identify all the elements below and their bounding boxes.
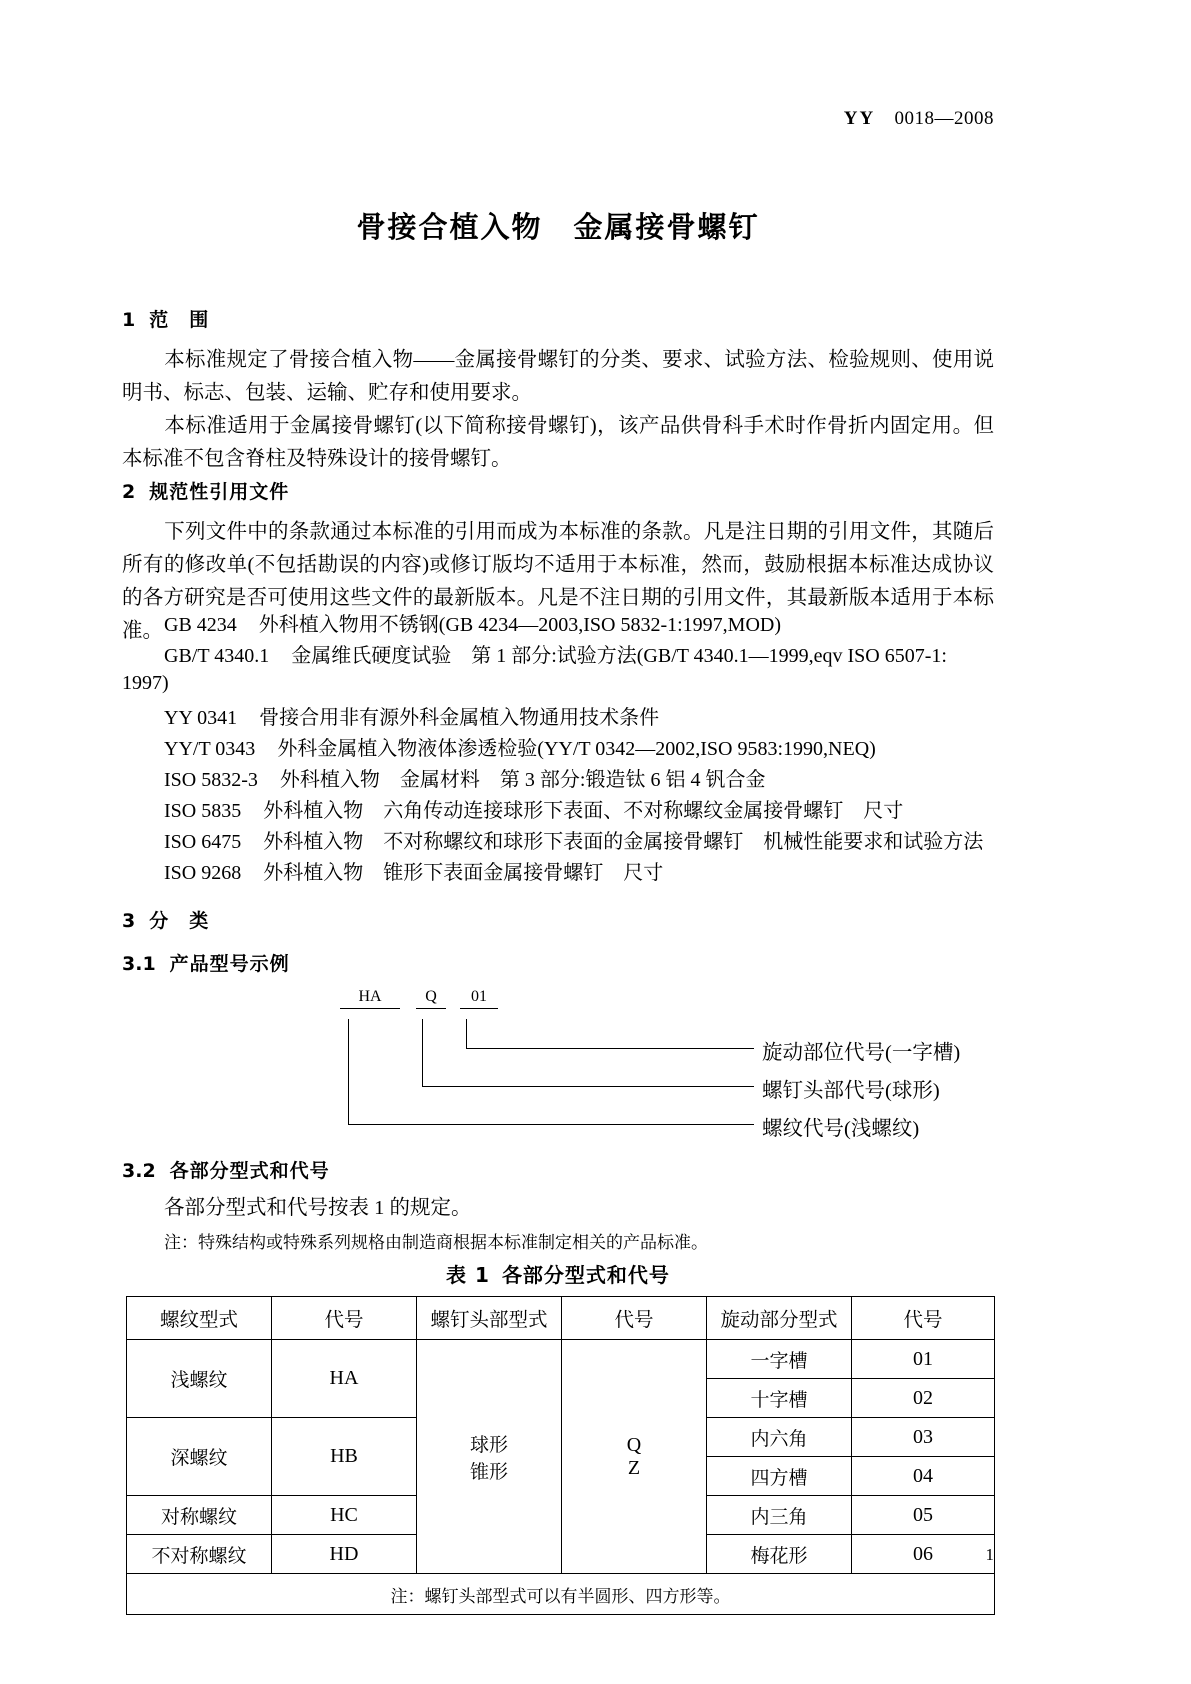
standard-number: 0018—2008 <box>894 108 994 129</box>
drive-code-cell: 04 <box>852 1457 995 1496</box>
table-row <box>127 1340 995 1379</box>
reference-item <box>122 734 994 765</box>
drive-type-cell: 十字槽 <box>707 1379 852 1418</box>
references-intro-text: 下列文件中的条款通过本标准的引用而成为本标准的条款。凡是注日期的引用文件，其随后所有的修改单(不包括勘误的内容)或修订版均不适用于本标准，然而，鼓励根据本标准达成协议的各方研究是否可使用这些文件的最新版本。凡是不注日期的引用文件，其最新版本适用于本标准。 <box>122 521 994 642</box>
section-heading-3-2 <box>122 1156 330 1183</box>
spec-table <box>126 1296 995 1615</box>
scope-paragraph-1 <box>122 344 994 410</box>
drive-type-cell: 梅花形 <box>707 1535 852 1574</box>
table-header-cell: 代号 <box>562 1297 707 1340</box>
scope-paragraph-2-text: 本标准适用于金属接骨螺钉(以下简称接骨螺钉)，该产品供骨科手术时作骨折内固定用。但本标准不包含脊柱及特殊设计的接骨螺钉。 <box>122 415 994 470</box>
reference-text: 外科植入物 锥形下表面金属接骨螺钉 尺寸 <box>263 862 664 884</box>
table-header-cell: 旋动部分型式 <box>707 1297 852 1340</box>
leader-vline-drive <box>466 1019 467 1049</box>
reference-code: GB/T 4340.1 <box>164 645 270 667</box>
table-footnote-row <box>127 1574 995 1615</box>
thread-code-cell: HC <box>272 1496 417 1535</box>
table-header-row <box>127 1297 995 1340</box>
leader-hline-thread <box>348 1124 754 1125</box>
reference-code: YY/T 0343 <box>164 738 256 760</box>
section-2-number: 2 <box>122 481 136 503</box>
table-caption <box>122 1259 994 1288</box>
section-heading-3-1 <box>122 949 290 976</box>
head-code-line-2: Z <box>627 1456 641 1479</box>
reference-item <box>122 610 994 641</box>
section-3-1-number: 3.1 <box>122 953 156 975</box>
reference-item <box>122 827 994 858</box>
head-code-cell <box>562 1340 707 1574</box>
scope-paragraph-2 <box>122 410 994 476</box>
reference-text: 骨接合用非有源外科金属植入物通用技术条件 <box>259 707 660 729</box>
thread-type-cell: 对称螺纹 <box>127 1496 272 1535</box>
table-footnote: 注：螺钉头部型式可以有半圆形、四方形等。 <box>127 1574 995 1615</box>
section-1-label: 范 围 <box>149 309 210 331</box>
model-code-label-thread: 螺纹代号(浅螺纹) <box>762 1118 920 1140</box>
drive-code-cell: 03 <box>852 1418 995 1457</box>
drive-code-cell: 02 <box>852 1379 995 1418</box>
section-3-2-note: 注：特殊结构或特殊系列规格由制造商根据本标准制定相关的产品标准。 <box>164 1233 708 1252</box>
head-type-cell <box>417 1340 562 1574</box>
reference-continuation: 1997) <box>122 672 169 694</box>
section-2-label: 规范性引用文件 <box>149 481 290 503</box>
reference-text: 外科植入物用不锈钢(GB 4234—2003,ISO 5832-1:1997,MOD) <box>258 614 782 636</box>
leader-hline-head <box>422 1086 754 1087</box>
drive-code-cell: 06 <box>852 1535 995 1574</box>
head-type-line-2: 锥形 <box>469 1461 508 1483</box>
section-1-number: 1 <box>122 309 136 331</box>
running-header <box>844 108 994 130</box>
leader-vline-head <box>422 1019 423 1087</box>
head-type-line-1: 球形 <box>469 1434 508 1456</box>
section-heading-1 <box>122 305 209 332</box>
table-caption-title: 各部分型式和代号 <box>501 1263 670 1287</box>
section-3-label: 分 类 <box>149 910 210 932</box>
thread-type-cell: 深螺纹 <box>127 1418 272 1496</box>
standard-prefix: YY <box>843 108 876 129</box>
scope-paragraph-1-text: 本标准规定了骨接合植入物——金属接骨螺钉的分类、要求、试验方法、检验规则、使用说明书、标志、包装、运输、贮存和使用要求。 <box>122 349 994 404</box>
reference-code: ISO 5835 <box>164 800 242 822</box>
page-number: 1 <box>985 1545 994 1564</box>
head-code-line-1: Q <box>626 1433 642 1456</box>
thread-code-cell: HB <box>272 1418 417 1496</box>
thread-type-cell: 不对称螺纹 <box>127 1535 272 1574</box>
section-heading-3 <box>122 906 209 933</box>
leader-hline-drive <box>466 1048 754 1049</box>
leader-vline-thread <box>348 1019 349 1125</box>
drive-code-cell: 05 <box>852 1496 995 1535</box>
reference-code: YY 0341 <box>164 707 238 729</box>
drive-type-cell: 四方槽 <box>707 1457 852 1496</box>
thread-type-cell: 浅螺纹 <box>127 1340 272 1418</box>
reference-code: GB 4234 <box>164 614 237 636</box>
reference-item <box>122 703 994 734</box>
drive-type-cell: 内三角 <box>707 1496 852 1535</box>
table-header-cell: 螺纹型式 <box>127 1297 272 1340</box>
reference-text: 外科植入物 不对称螺纹和球形下表面的金属接骨螺钉 机械性能要求和试验方法 <box>263 831 984 853</box>
reference-text: 外科金属植入物液体渗透检验(YY/T 0342—2002,ISO 9583:1990,NEQ) <box>277 738 876 760</box>
section-3-2-label: 各部分型式和代号 <box>169 1160 330 1182</box>
reference-text: 金属维氏硬度试验 第 1 部分:试验方法(GB/T 4340.1—1999,eqv ISO 6507-1: <box>291 645 947 667</box>
section-3-2-number: 3.2 <box>122 1160 156 1182</box>
drive-type-cell: 一字槽 <box>707 1340 852 1379</box>
drive-type-cell: 内六角 <box>707 1418 852 1457</box>
reference-text: 外科植入物 六角传动连接球形下表面、不对称螺纹金属接骨螺钉 尺寸 <box>263 800 904 822</box>
reference-item <box>122 641 994 672</box>
reference-item <box>122 796 994 827</box>
page-title: 骨接合植入物 金属接骨螺钉 <box>356 210 760 244</box>
table-header-cell: 代号 <box>852 1297 995 1340</box>
thread-code-cell: HA <box>272 1340 417 1418</box>
model-code-part-drive: 01 <box>460 988 498 1009</box>
thread-code-cell: HD <box>272 1535 417 1574</box>
reference-item <box>122 765 994 796</box>
section-3-2-text: 各部分型式和代号按表 1 的规定。 <box>164 1197 472 1219</box>
reference-code: ISO 6475 <box>164 831 242 853</box>
table-header-cell: 代号 <box>272 1297 417 1340</box>
section-heading-2 <box>122 477 289 504</box>
reference-code: ISO 9268 <box>164 862 242 884</box>
table-caption-label: 表 1 <box>446 1263 490 1287</box>
section-3-1-label: 产品型号示例 <box>169 953 290 975</box>
model-code-part-thread: HA <box>340 988 400 1009</box>
reference-item <box>122 858 994 889</box>
model-code-part-head: Q <box>416 988 446 1009</box>
table-header-cell: 螺钉头部型式 <box>417 1297 562 1340</box>
drive-code-cell: 01 <box>852 1340 995 1379</box>
section-3-number: 3 <box>122 910 136 932</box>
reference-code: ISO 5832-3 <box>164 769 258 791</box>
section-3-2-paragraph <box>122 1192 994 1225</box>
model-code-label-drive: 旋动部位代号(一字槽) <box>762 1042 961 1064</box>
reference-text: 外科植入物 金属材料 第 3 部分:锻造钛 6 铝 4 钒合金 <box>279 769 766 791</box>
model-code-diagram <box>122 988 994 1138</box>
model-code-label-head: 螺钉头部代号(球形) <box>762 1080 940 1102</box>
